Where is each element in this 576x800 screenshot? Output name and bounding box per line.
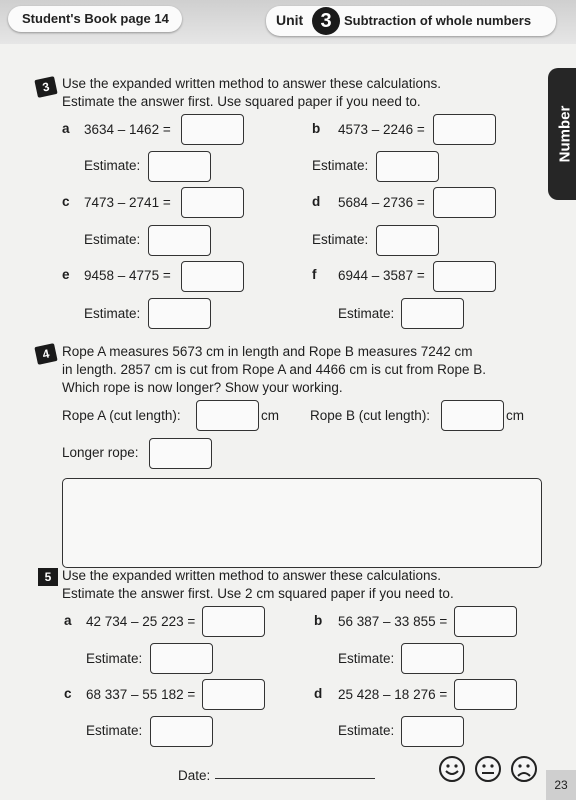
q3b-letter: b [312,121,321,136]
rope-b-unit: cm [506,408,524,423]
question-3-instruction-1: Use the expanded written method to answer these calculations. [62,76,441,91]
question-4-number: 4 [34,343,57,365]
page-number: 23 [546,770,576,800]
unit-label: Unit [276,12,304,28]
rope-a-label: Rope A (cut length): [62,408,181,423]
question-5-instruction-1: Use the expanded written method to answer these calculations. [62,568,441,583]
happy-face-icon[interactable] [438,755,466,783]
q5a-estimate-box[interactable] [150,643,213,674]
q5c-letter: c [64,686,72,701]
q5c-expression: 68 337 – 55 182 = [86,687,196,702]
neutral-face-icon[interactable] [474,755,502,783]
q3a-answer-box[interactable] [181,114,244,145]
q5b-expression: 56 387 – 33 855 = [338,614,448,629]
q3e-expression: 9458 – 4775 = [84,268,171,283]
date-line[interactable] [215,778,375,779]
q3e-letter: e [62,267,70,282]
q3b-expression: 4573 – 2246 = [338,122,425,137]
q3c-estimate-box[interactable] [148,225,211,256]
q3f-expression: 6944 – 3587 = [338,268,425,283]
longer-rope-answer-box[interactable] [149,438,212,469]
q5a-expression: 42 734 – 25 223 = [86,614,196,629]
q3a-expression: 3634 – 1462 = [84,122,171,137]
q3b-estimate-label: Estimate: [312,158,369,173]
rope-a-unit: cm [261,408,279,423]
question-5-instruction-2: Estimate the answer first. Use 2 cm squared paper if you need to. [62,586,454,601]
sad-face-icon[interactable] [510,755,538,783]
question-4-line-1: Rope A measures 5673 cm in length and Rope B measures 7242 cm [62,344,473,359]
q3e-estimate-label: Estimate: [84,306,141,321]
rope-b-answer-box[interactable] [441,400,504,431]
q5c-estimate-label: Estimate: [86,723,143,738]
working-area-box[interactable] [62,478,542,568]
q3b-answer-box[interactable] [433,114,496,145]
q3f-answer-box[interactable] [433,261,496,292]
q3a-letter: a [62,121,70,136]
question-3-instruction-2: Estimate the answer first. Use squared paper if you need to. [62,94,421,109]
unit-number: 3 [312,7,340,35]
question-4-line-3: Which rope is now longer? Show your working. [62,380,343,395]
q5d-estimate-label: Estimate: [338,723,395,738]
q3e-answer-box[interactable] [181,261,244,292]
question-4-line-2: in length. 2857 cm is cut from Rope A and 4466 cm is cut from Rope B. [62,362,486,377]
q3b-estimate-box[interactable] [376,151,439,182]
q3c-estimate-label: Estimate: [84,232,141,247]
q5d-letter: d [314,686,323,701]
q3f-letter: f [312,267,317,282]
q3d-letter: d [312,194,321,209]
q3e-estimate-box[interactable] [148,298,211,329]
q3a-estimate-box[interactable] [148,151,211,182]
date-label: Date: [178,768,211,783]
q5c-answer-box[interactable] [202,679,265,710]
rope-b-label: Rope B (cut length): [310,408,431,423]
q5a-estimate-label: Estimate: [86,651,143,666]
q5b-answer-box[interactable] [454,606,517,637]
q3d-expression: 5684 – 2736 = [338,195,425,210]
q3c-answer-box[interactable] [181,187,244,218]
unit-header [266,6,556,36]
section-tab [548,68,576,200]
unit-title: Subtraction of whole numbers [344,13,532,28]
q3d-estimate-box[interactable] [376,225,439,256]
q3d-estimate-label: Estimate: [312,232,369,247]
longer-rope-label: Longer rope: [62,445,139,460]
rope-a-answer-box[interactable] [196,400,259,431]
q5b-estimate-box[interactable] [401,643,464,674]
q3f-estimate-label: Estimate: [338,306,395,321]
q5c-estimate-box[interactable] [150,716,213,747]
q3f-estimate-box[interactable] [401,298,464,329]
question-5-number: 5 [38,568,58,586]
q3a-estimate-label: Estimate: [84,158,141,173]
q3c-letter: c [62,194,70,209]
q5d-expression: 25 428 – 18 276 = [338,687,448,702]
section-tab-label: Number [556,105,574,163]
q5a-letter: a [64,613,72,628]
q5b-estimate-label: Estimate: [338,651,395,666]
question-3-number: 3 [34,76,57,98]
q5b-letter: b [314,613,323,628]
q5d-answer-box[interactable] [454,679,517,710]
q3d-answer-box[interactable] [433,187,496,218]
book-reference: Student's Book page 14 [8,6,182,32]
q5d-estimate-box[interactable] [401,716,464,747]
q3c-expression: 7473 – 2741 = [84,195,171,210]
q5a-answer-box[interactable] [202,606,265,637]
